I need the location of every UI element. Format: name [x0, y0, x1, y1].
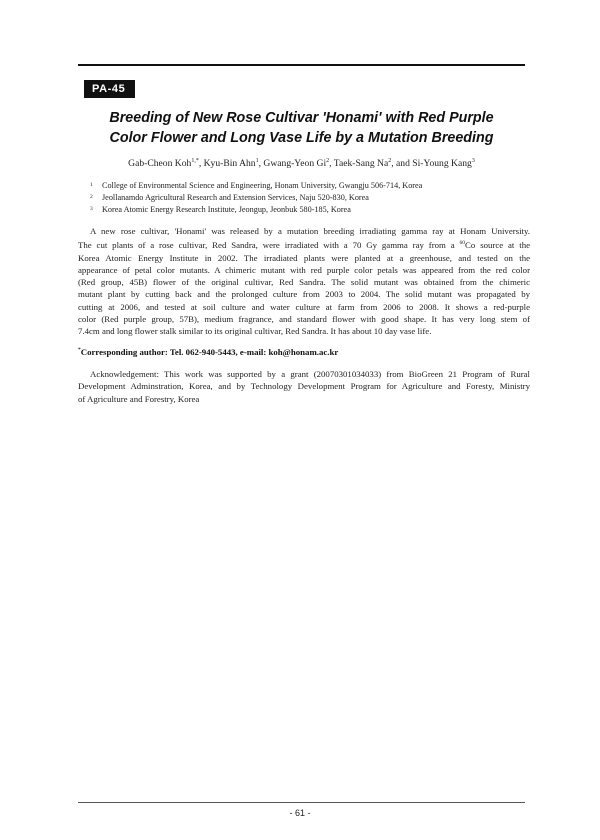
abstract-line: cutting at 2006, and tested at soil culture and water culture at farm from 2006 to 2008. It shows a red-purple: [78, 301, 530, 312]
acknowledgement-line: of Agriculture and Forestry, Korea: [78, 393, 200, 404]
page-number: - 61 -: [289, 808, 311, 818]
author-affiliation-mark: 3: [471, 158, 475, 164]
author-affiliation-mark: 2: [388, 158, 392, 164]
author-name: Gab-Cheon Koh: [128, 158, 192, 170]
author-name: Kyu-Bin Ahn: [203, 158, 256, 170]
abstract-line: Korea Atomic Energy Institute in 2002. The irradiated plants were planted at a greenhouse, and tested on the: [78, 252, 530, 263]
corresponding-text: Corresponding author: Tel. 062-940-5443, e-mail: koh@honam.ac.kr: [80, 347, 339, 357]
abstract-line: A new rose cultivar, 'Honami' was released by a mutation breeding irradiating gamma ray at Honam University.: [90, 226, 530, 236]
acknowledgement-line: Acknowledgement: This work was supported by a grant (20070301034033) from BioGreen 21 Program of Rural: [90, 369, 530, 379]
corresponding-star: *: [78, 347, 81, 354]
affiliation-item: [90, 204, 510, 216]
affiliation-text: Korea Atomic Energy Research Institute, Jeongup, Jeonbuk 580-185, Korea: [102, 205, 351, 214]
abstract-text: The cut plants of a rose cultivar, Red Sandra, were irradiated with a 70 Gy gamma ray from a: [78, 240, 460, 251]
author-name: Si-Young Kang: [412, 158, 472, 170]
author-separator: ,: [258, 158, 264, 170]
author-separator: ,: [329, 158, 334, 170]
affiliation-list: [90, 180, 510, 216]
abstract-text: Co source at the: [465, 240, 531, 251]
abstract-line: appearance of petal color mutants. A chimeric mutant with red purple color petals was appeared from the red color: [78, 264, 530, 275]
author-affiliation-mark: 2: [326, 158, 330, 164]
paper-title: [78, 108, 525, 148]
author-affiliation-mark: 1: [255, 158, 259, 164]
abstract-line: 7.4cm and long flower stalk similar to its original cultivar, Red Sandra. It has about 10 day vase life.: [78, 326, 432, 337]
title-line-1: Breeding of New Rose Cultivar 'Honami' with Red Purple: [109, 110, 494, 126]
isotope-superscript: 60: [459, 240, 466, 247]
corresponding-author: [78, 347, 338, 357]
bottom-rule: [78, 802, 525, 803]
abstract-line: mutant plant by cutting back and the prolonged culture from 2003 to 2004. The solid mutant was propagated by: [78, 289, 530, 300]
affiliation-text: College of Environmental Science and Engineering, Honam University, Gwangju 506-714, Korea: [102, 181, 423, 190]
session-tag: PA-45: [84, 80, 135, 98]
affiliation-text: Jeollanamdo Agricultural Research and Extension Services, Naju 520-830, Korea: [102, 193, 369, 202]
abstract-line: color (Red purple group, 57B), medium fragrance, and standard flower with good shape. It has very long stem of: [78, 314, 530, 324]
acknowledgement-paragraph: [78, 368, 530, 405]
author-name: Gwang-Yeon Gi: [263, 158, 327, 170]
affiliation-item: [90, 180, 510, 192]
affiliation-number: 3: [90, 206, 93, 212]
affiliation-item: [90, 192, 510, 204]
author-affiliation-mark: 1,*: [191, 158, 199, 164]
author-separator: , and: [391, 158, 413, 170]
title-line-2: Color Flower and Long Vase Life by a Mutation Breeding: [109, 130, 494, 146]
author-separator: ,: [198, 158, 204, 170]
author-list: [78, 158, 525, 169]
author-name: Taek-Sang Na: [333, 158, 389, 170]
abstract-line: (Red group, 45B) flower of the original cultivar, Red Sandra. The solid mutant was obtained from the chimeric: [78, 277, 530, 288]
acknowledgement-line: Development Adminstration, Korea, and by Technology Development Program for Agriculture and Foresty, Ministry: [78, 381, 530, 392]
abstract-paragraph: [78, 225, 530, 338]
top-rule: [78, 64, 525, 66]
affiliation-number: 2: [90, 194, 93, 200]
affiliation-number: 1: [90, 182, 93, 188]
abstract-line: [78, 237, 530, 251]
